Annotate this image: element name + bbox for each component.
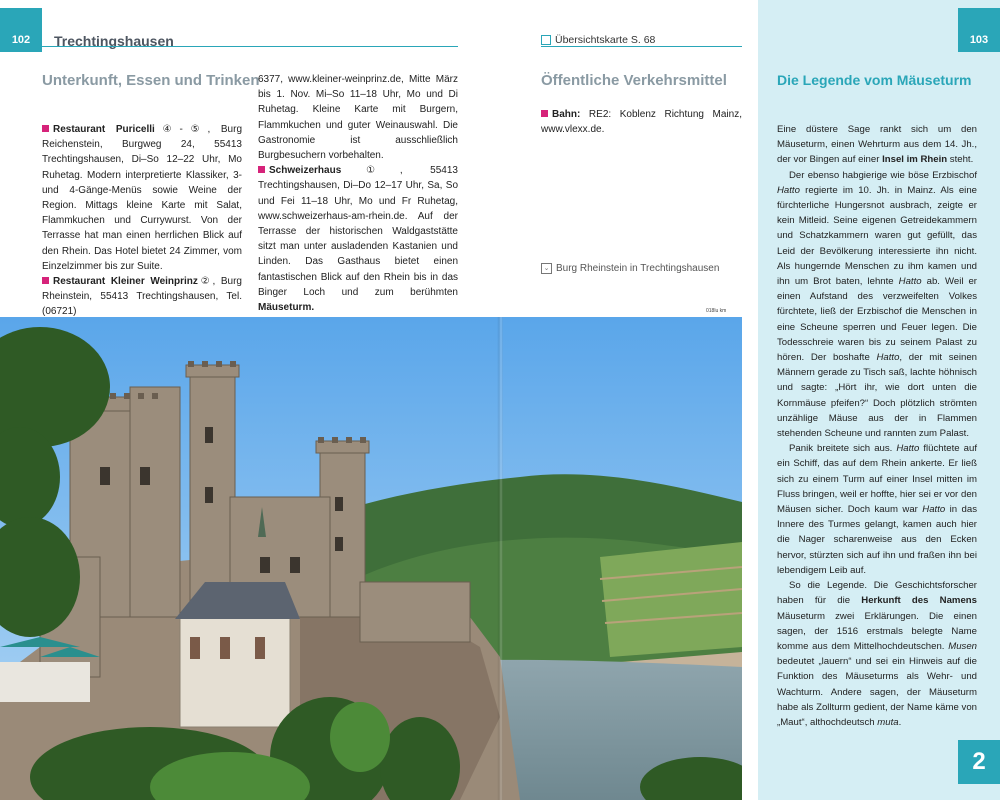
legend-paragraph: Panik breitete sich aus. Hatto flüchtete auf ein Schiff, das auf dem Rhein ankerte. Er ließ sich zu einem Turm auf einer Insel mitten im Fluss bringen, weil er hoffte, hier sei er vor den Mäusen sicher. Doch kaum war Hatto in das Innere des Turmes gelangt, kamen auch hier die Nager scharenweise aus den Ecken hervor, stürzten sich auf ihn und fraßen ihn bei lebendigem Leib auf. — [777, 443, 978, 576]
left-header-rule — [42, 46, 458, 47]
page-gutter — [497, 317, 503, 800]
photo-caption: ⌄ Burg Rheinstein in Trechtingshausen — [541, 263, 719, 274]
castle-photo — [0, 317, 742, 800]
legend-story — [777, 122, 977, 730]
legend-sidebar — [758, 0, 1000, 800]
castle-photo-illustration — [0, 317, 742, 800]
entry-schweizerhaus: Schweizerhaus①, 55413 Trechtingshausen, Di–Do 12–17 Uhr, Sa, So und Fei 11–18 Uhr, Mo und Fr Ruhetag, www.schweizerhaus-am-rhein.de. Auf der Terrasse der historischen Waldgaststätte sitzt man unter ausladenden Kastanien und Linden. Das Gasthaus bietet einen fantastischen Blick auf den Rhein bis in das Binger Loch und zum berühmten Mäuseturm. — [258, 165, 458, 314]
left-column-2 — [258, 72, 458, 315]
map-reference[interactable]: Übersichtskarte S. 68 — [541, 34, 655, 46]
bullet-icon — [42, 277, 49, 284]
running-head: Trechtingshausen — [54, 33, 174, 49]
transport-section-title: Öffentliche Verkehrsmittel — [541, 72, 727, 89]
map-square-icon — [541, 35, 551, 45]
bullet-icon — [541, 110, 548, 117]
bullet-icon — [258, 166, 265, 173]
left-column-1 — [42, 122, 242, 320]
bullet-icon — [42, 125, 49, 132]
legend-paragraph: Eine düstere Sage rankt sich um den Mäuseturm, einen Wehrturm aus dem 14. Jh., der vor Bingen auf einer Insel im Rhein steht. — [777, 124, 977, 166]
accommodation-section-title: Unterkunft, Essen und Trinken — [42, 72, 260, 89]
bahn-entry: Bahn: RE2: Koblenz Richtung Mainz, www.vlexx.de. — [541, 109, 742, 136]
entry-kleiner-weinprinz: Restaurant Kleiner Weinprinz②, Burg Rheinstein, 55413 Trechtingshausen, Tel. (06721) — [42, 276, 242, 318]
photo-credit: 018lu km — [706, 308, 727, 314]
entry-kleiner-weinprinz-continued: 6377, www.kleiner-weinprinz.de, Mitte März bis 1. Nov. Mi–So 11–18 Uhr, Mo und Di Ruhetag. Kleine Karte mit Burgern, Flammkuchen und guter Weinauswahl. Die Gastronomie ist ausschließlich Burgbesuchern vorbehalten. — [258, 74, 458, 162]
legend-paragraph: Der ebenso habgierige wie böse Erzbischof Hatto regierte im 10. Jh. in Mainz. Als eine fürchterliche Hungersnot ausbrach, zeigte er kein Mitleid. Seine eigenen Getreidekammern und Schatzkammern waren gut gefüllt, das Leid der Bevölkerung interessierte ihn nicht. Als hungernde Menschen zu ihm kamen und ihn um Brot baten, lehnte Hatto ab. Weil er einen Aufstand des verzweifelten Volkes fürchtete, ließ der Erzbischof die Menschen in eine Scheune sperren und Feuer legen. Die Todesschreie waren bis zu seinem Palast zu hören. Der boshafte Hatto, der mit seinen Männern gerade zu Tisch saß, lachte höhnisch und sagte: „Hört ihr, wie dort unten die Kornmäuse pfeifen?“ Doch plötzlich strömten unzählige Mäuse aus der in Flammen stehenden Scheune und rannten zum Palast. — [777, 169, 978, 440]
caption-arrow-icon: ⌄ — [541, 263, 552, 274]
right-header-rule — [541, 46, 742, 47]
right-page-number: 103 — [958, 8, 1000, 52]
entry-restaurant-puricelli: Restaurant Puricelli④-⑤, Burg Reichenstein, Burgweg 24, 55413 Trechtingshausen, Di–So 12–22 Uhr, Mo Ruhetag. Modern interpretierte Klassiker, 3- und 4-Gänge-Menüs sowie Weine der Region. Mittags kleine Karte mit Salat, Flammkuchen und Currywurst. Von der Terrasse hat man einen herrlichen Blick auf den Rhein. Das Hotel bietet 24 Zimmer, vom Einzelzimmer bis zur Suite. — [42, 124, 243, 272]
left-page-number: 102 — [0, 8, 42, 52]
sidebar-title: Die Legende vom Mäuseturm — [777, 72, 972, 88]
transport-column — [541, 107, 742, 137]
legend-paragraph: So die Legende. Die Geschichtsforscher haben für die Herkunft des Namens Mäuseturm zwei Erklärungen. Die einen sagen, der 1516 erstmals belegte Name komme aus dem Mittelhochdeutschen. Musen bedeutet „lauern“ und sei ein Hinweis auf die Funktion des Mäuseturms als Wehr- und Wachturm. Andere sagen, der Mäuseturm habe als Zollturm gedient, der Name käme von „Maut“, althochdeutsch muta. — [777, 580, 977, 728]
chapter-number: 2 — [958, 740, 1000, 784]
